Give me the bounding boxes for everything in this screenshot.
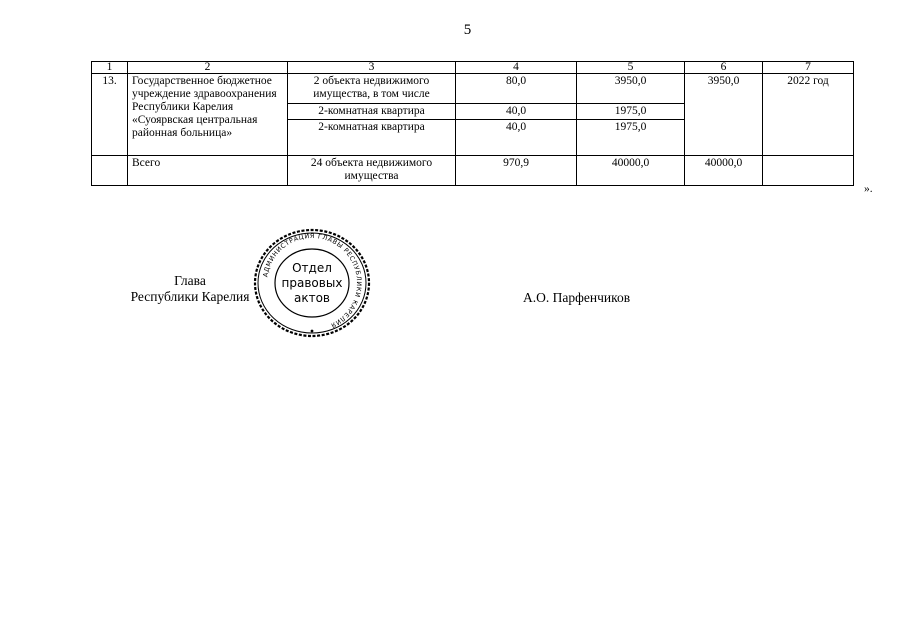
closing-quote-mark: ». — [864, 183, 873, 195]
item-value: 1975,0 — [577, 120, 685, 156]
total-area: 970,9 — [456, 156, 577, 186]
item-value: 3950,0 — [577, 74, 685, 104]
header-cell: 3 — [288, 62, 456, 74]
official-stamp — [252, 227, 372, 339]
item-name: 2-комнатная квартира — [288, 104, 456, 120]
item-area: 40,0 — [456, 120, 577, 156]
signatory-name: А.О. Парфенчиков — [523, 290, 631, 305]
table-header-row — [92, 62, 854, 74]
page-number: 5 — [463, 22, 472, 38]
header-cell: 6 — [685, 62, 763, 74]
header-cell: 1 — [92, 62, 128, 74]
item-name: 2 объекта недвижимого имущества, в том числе — [288, 74, 456, 104]
item-area: 80,0 — [456, 74, 577, 104]
stamp-ring-text: АДМИНИСТРАЦИЯ ГЛАВЫ РЕСПУБЛИКИ КАРЕЛИЯ — [261, 231, 364, 330]
item-value: 1975,0 — [577, 104, 685, 120]
total-c6: 40000,0 — [685, 156, 763, 186]
header-cell: 4 — [456, 62, 577, 74]
property-table — [91, 61, 854, 186]
item-name: 2-комнатная квартира — [288, 120, 456, 156]
stamp-line2: правовых — [281, 276, 343, 290]
stamp-line1: Отдел — [292, 261, 332, 275]
signatory-title-line1: Глава — [174, 273, 206, 288]
signatory-title — [120, 273, 260, 305]
total-label: Всего — [128, 156, 288, 186]
table-row — [92, 74, 854, 104]
item-area: 40,0 — [456, 104, 577, 120]
row-number — [92, 156, 128, 186]
header-cell: 5 — [577, 62, 685, 74]
header-cell: 2 — [128, 62, 288, 74]
institution-name: Государственное бюджетное учреждение здравоохранения Республики Карелия «Суоярвская центральная районная больница» — [128, 74, 288, 156]
total-c5: 40000,0 — [577, 156, 685, 186]
header-cell: 7 — [763, 62, 854, 74]
stamp-line3: актов — [293, 291, 331, 305]
total-row — [92, 156, 854, 186]
transfer-year: 2022 год — [763, 74, 854, 156]
row-number: 13. — [92, 74, 128, 156]
signatory-title-line2: Республики Карелия — [130, 289, 250, 304]
total-value: 3950,0 — [685, 74, 763, 156]
total-name: 24 объекта недвижимого имущества — [288, 156, 456, 186]
total-c7 — [763, 156, 854, 186]
